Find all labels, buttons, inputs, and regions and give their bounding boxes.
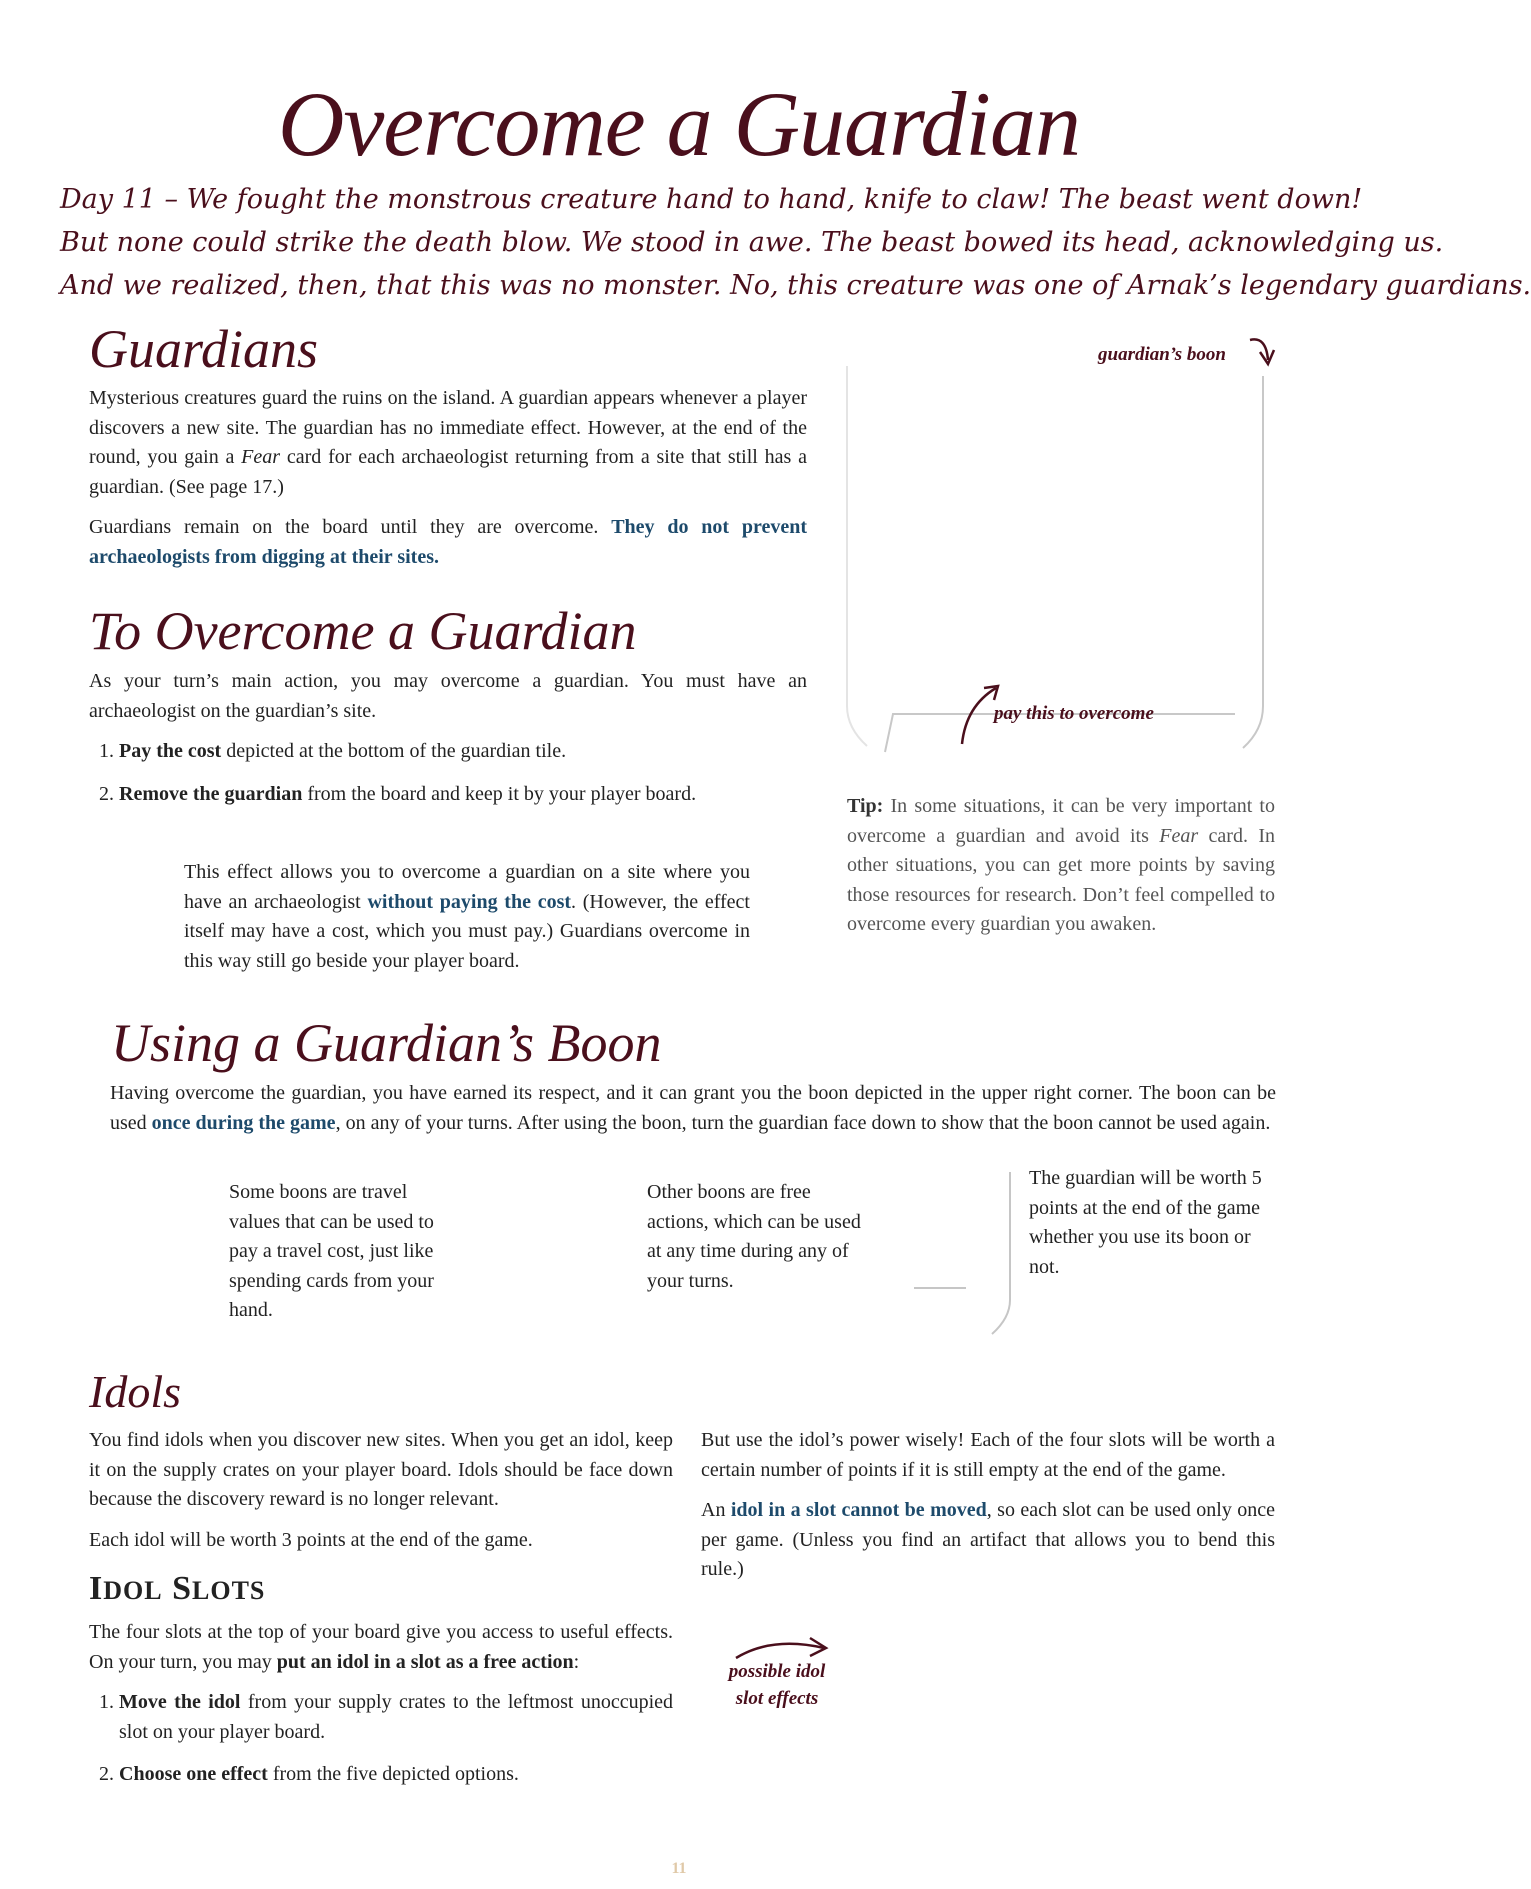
idols-right-text [701,1426,1275,1596]
idol-steps [89,1688,673,1790]
paragraph: An idol in a slot cannot be moved, so each slot can be used only once per game. (Unless you find an artifact that allows you to bend this rule.) [701,1499,1276,1580]
diary-quote [60,178,1531,307]
list-item: 2. Choose one effect from the five depicted options. [119,1760,673,1790]
guardians-boon-label: guardian’s boon [1098,344,1226,365]
paragraph: Tip: In some situations, it can be very important to overcome a guardian and avoid its Fear card. In other situations, you can get more points by saving those resources for research. Don’t feel compelled to overcome every guardian you awaken. [847,795,1275,935]
tip-label: Tip: [847,795,884,817]
list-item: 1. Pay the cost depicted at the bottom of the guardian tile. [119,737,807,767]
idols-text [89,1426,673,1566]
overcome-steps [89,737,807,809]
paragraph: As your turn’s main action, you may overcome a guardian. You must have an archaeologist on the guardian’s site. [89,670,807,722]
diary-line: Day 11 – We fought the monstrous creature hand to hand, knife to claw! The beast went down! [60,184,1363,215]
tip-box [847,792,1275,951]
diary-line: And we realized, then, that this was no monster. No, this creature was one of Arnak’s legendary guardians. [60,270,1531,301]
cost-label: pay this to overcome [994,703,1154,724]
section-heading-guardians: Guardians [89,319,319,379]
paragraph: Guardians remain on the board until they are overcome. They do not prevent archaeologists from digging at their sites. [89,516,808,568]
paragraph: Mysterious creatures guard the ruins on the island. A guardian appears whenever a player discovers a new site. The guardian has no immediate effect. However, at the end of the round, you gain a Fear card for each archaeologist returning from a site that still has a guardian. (See page 17.) [89,387,807,498]
effect-note [184,858,750,987]
cost-arrow-icon [958,682,1002,746]
list-item: 1. Move the idol from your supply crates to the leftmost unoccupied slot on your player board. [119,1688,673,1747]
guardian-tile-frame [845,326,1275,756]
paragraph: The four slots at the top of your board give you access to useful effects. On your turn, you may put an idol in a slot as a free action: [89,1621,673,1673]
boon-text [110,1079,1276,1149]
boon-arrow-icon [1248,336,1278,376]
paragraph: This effect allows you to overcome a guardian on a site where you have an archaeologist without paying the cost. (However, the effect itself may have a cost, which you must pay.) Guardians overcome in this way still go beside your player board. [184,861,750,972]
paragraph: Each idol will be worth 3 points at the end of the game. [89,1528,533,1551]
guardian-tile-illustration [845,326,1275,756]
subheading-idol-slots: IDOL SLOTS [89,1570,266,1607]
page-title: Overcome a Guardian [278,73,1080,175]
section-heading-boon: Using a Guardian’s Boon [111,1013,662,1073]
paragraph: You find idols when you discover new sites. When you get an idol, keep it on the supply crates on your player board. Idols should be face down because the discovery reward is no longer relevant. [89,1429,673,1510]
boon-note-free-action: Other boons are free actions, which can be used at any time during any of your turns. [647,1181,861,1292]
boon-note-points: The guardian will be worth 5 points at the end of the game whether you use its boon or not. [1029,1167,1262,1278]
idol-slots-text [89,1618,673,1803]
list-item: 2. Remove the guardian from the board and keep it by your player board. [119,780,807,810]
section-heading-overcome: To Overcome a Guardian [89,601,637,661]
guardians-text [89,384,807,583]
boon-note-travel: Some boons are travel values that can be used to pay a travel cost, just like spending cards from your hand. [229,1181,434,1321]
paragraph: Having overcome the guardian, you have earned its respect, and it can grant you the boon depicted in the upper right corner. The boon can be used once during the game, on any of your turns. After using the boon, turn the guardian face down to show that the boon cannot be used again. [110,1082,1276,1134]
overcome-text [89,667,807,822]
paragraph: But use the idol’s power wisely! Each of the four slots will be worth a certain number of points if it is still empty at the end of the game. [701,1429,1275,1481]
diary-line: But none could strike the death blow. We stood in awe. The beast bowed its head, acknowledging us. [60,227,1444,258]
boon-tile-corner [910,1170,1020,1336]
idol-effects-label: possible idol slot effects [728,1661,826,1709]
section-heading-idols: Idols [89,1366,181,1417]
page-number: 11 [671,1860,687,1877]
